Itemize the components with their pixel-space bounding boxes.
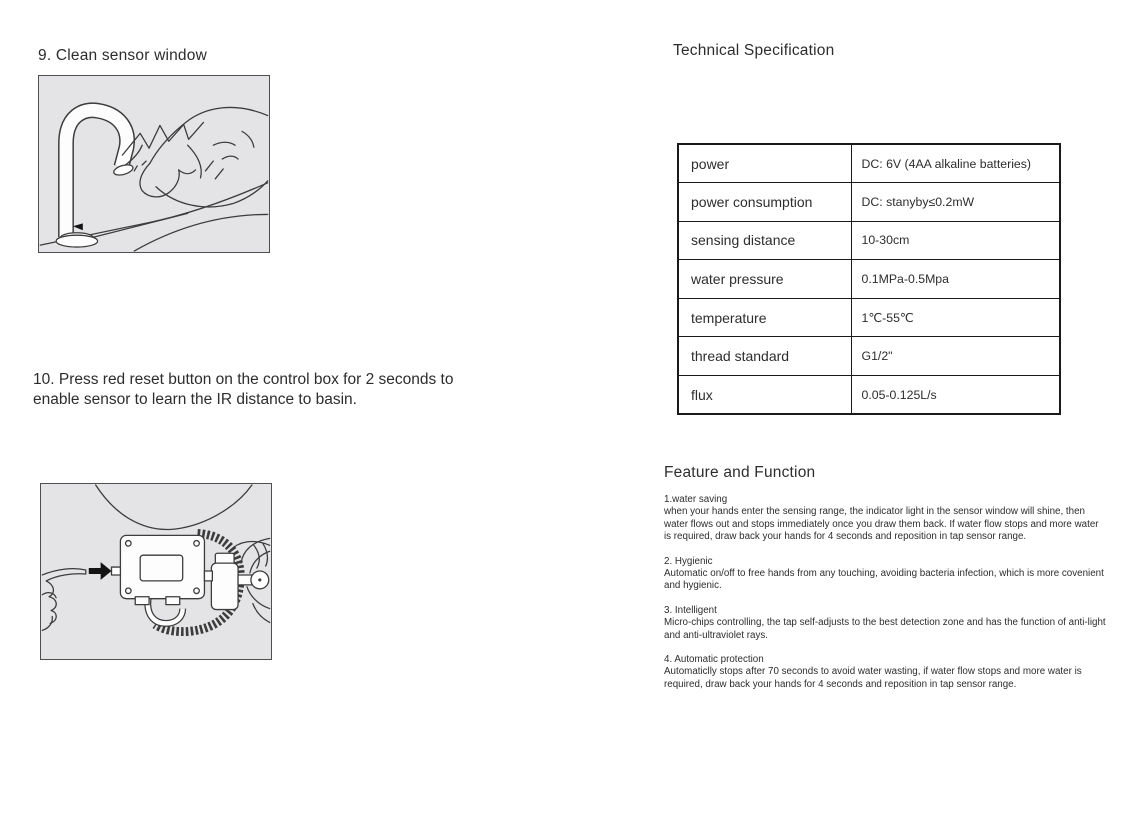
spec-value: 1℃-55℃ bbox=[851, 298, 1060, 337]
spec-value: DC: 6V (4AA alkaline batteries) bbox=[851, 144, 1060, 183]
faucet-cleaning-illustration bbox=[39, 76, 269, 252]
spec-label: thread standard bbox=[678, 337, 851, 376]
spec-row bbox=[678, 337, 1060, 376]
spec-label: flux bbox=[678, 376, 851, 415]
control-box-illustration-frame bbox=[40, 483, 272, 660]
spec-label: water pressure bbox=[678, 260, 851, 299]
spec-table bbox=[677, 143, 1061, 415]
feature-heading: 2. Hygienic bbox=[664, 555, 713, 567]
feature-body: Micro-chips controlling, the tap self-adjusts to the best detection zone and has the function of anti-light and anti-ultraviolet rays. bbox=[664, 617, 1106, 641]
spec-label: power consumption bbox=[678, 183, 851, 222]
feature-body: Automaticlly stops after 70 seconds to avoid water wasting, if water flow stops and more water is required, draw back your hands for 4 seconds and reposition in tap sensor range. bbox=[664, 666, 1082, 690]
features-title: Feature and Function bbox=[664, 464, 816, 481]
spec-title: Technical Specification bbox=[673, 42, 835, 59]
step10-text: 10. Press red reset button on the control box for 2 seconds to enable sensor to learn the IR distance to basin. bbox=[33, 371, 454, 408]
clean-sensor-illustration-frame bbox=[38, 75, 270, 253]
feature-item bbox=[664, 556, 1108, 593]
spec-row bbox=[678, 221, 1060, 260]
spec-value: DC: stanyby≤0.2mW bbox=[851, 183, 1060, 222]
feature-body: Automatic on/off to free hands from any touching, avoiding bacteria infection, which is more covenient and hygienic. bbox=[664, 568, 1104, 592]
spec-row bbox=[678, 183, 1060, 222]
feature-heading: 3. Intelligent bbox=[664, 604, 717, 616]
spec-value: 10-30cm bbox=[851, 221, 1060, 260]
feature-item bbox=[664, 605, 1108, 642]
spec-row bbox=[678, 298, 1060, 337]
spec-label: sensing distance bbox=[678, 221, 851, 260]
step9-title: 9. Clean sensor window bbox=[38, 47, 207, 64]
feature-body: when your hands enter the sensing range, the indicator light in the sensor window will shine, then water flows out and stops immediately once you draw them back. If water flow stops and more water is required, draw back your hands for 4 seconds and reposition in tap sensor range. bbox=[664, 506, 1099, 543]
spec-value: 0.1MPa-0.5Mpa bbox=[851, 260, 1060, 299]
feature-item bbox=[664, 654, 1108, 691]
spec-label: temperature bbox=[678, 298, 851, 337]
spec-value: G1/2" bbox=[851, 337, 1060, 376]
spec-row bbox=[678, 260, 1060, 299]
spec-row bbox=[678, 144, 1060, 183]
feature-heading: 4. Automatic protection bbox=[664, 654, 764, 666]
control-box-reset-illustration bbox=[41, 484, 271, 659]
feature-item bbox=[664, 494, 1108, 544]
spec-label: power bbox=[678, 144, 851, 183]
feature-heading: 1.water saving bbox=[664, 494, 728, 505]
spec-value: 0.05-0.125L/s bbox=[851, 376, 1060, 415]
spec-row bbox=[678, 376, 1060, 415]
features-list bbox=[664, 494, 1108, 703]
